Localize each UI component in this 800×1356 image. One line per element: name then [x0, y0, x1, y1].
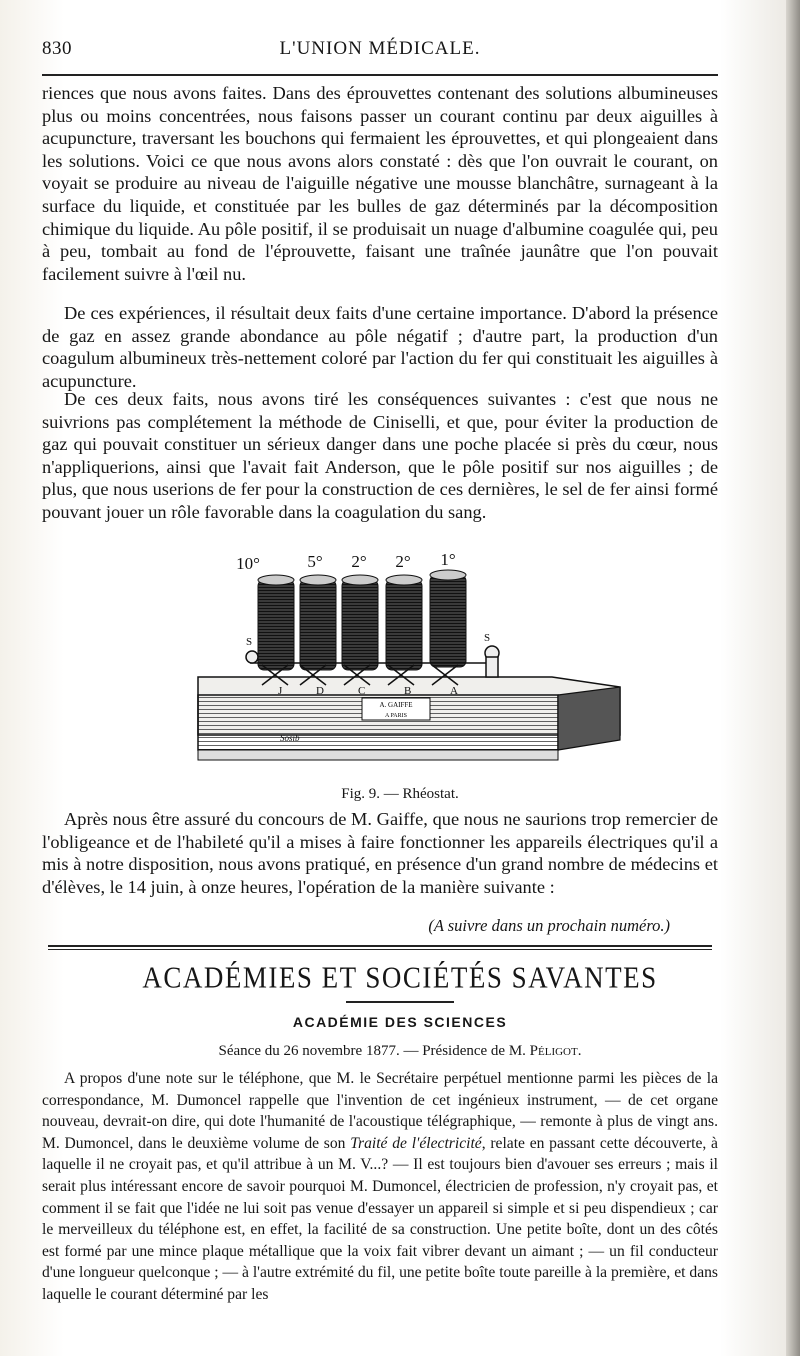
subsection-title: ACADÉMIE DES SCIENCES [292, 1014, 508, 1030]
header-rule [42, 74, 718, 76]
coil-3-cap [342, 575, 378, 585]
body-paragraph-4: Après nous être assuré du concours de M. Gaiffe, que nous ne saurions trop remercier de l'obligeance et de l'habileté qu'il a mises à faire fonctionner les appareils électriques qu'il a mis à notre disposition, nous avons pratiqué, en présence d'un grand nombre de médecins et d'élèves, le 14 juin, à onze heures, l'opération de la manière suivante : [42, 809, 718, 897]
base-side [558, 687, 620, 750]
coil-5-cap [430, 570, 466, 580]
section-title: ACADÉMIES ET SOCIÉTÉS SAVANTES [142, 959, 658, 995]
coil-group [258, 570, 466, 670]
section-short-rule [346, 1001, 454, 1003]
coil-label-2: 5° [307, 552, 323, 571]
section-rule-bottom [48, 949, 712, 950]
page-number: 830 [42, 38, 72, 59]
coil-1 [258, 580, 294, 670]
academy-text-2: , relate en passant cette découverte, à laquelle il ne croyait pas, et qu'il attribue à un M. V...? — Il est toujours bien d'avouer ses erreurs ; mais il serait plus intéressant encore de savoir pourquoi M. Dumoncel, électricien de profession, n'y croyait pas, et comment il se fait que l'idée ne lui soit pas venue d'essayer un appareil si simple et si peu dispendieux ; car le merveilleux du téléphone est, en effet, la facilité de sa construction. Une petite boîte, dont un des côtés est formé par une mince plaque métallique que la voix fait vibrer devant un aimant ; — un fil conducteur d'une longueur quelconque ; — à l'autre extrémité du fil, une petite boîte toute pareille à la première, et dans laquelle le courant déterminé par les [42, 1134, 718, 1303]
coil-4-cap [386, 575, 422, 585]
coil-label-5: 1° [440, 550, 456, 569]
right-post-base [486, 657, 498, 677]
running-title: L'UNION MÉDICALE. [279, 38, 481, 59]
coil-label-3: 2° [351, 552, 367, 571]
session-text: Séance du 26 novembre 1877. — Présidence de M. [218, 1043, 530, 1059]
page-header [42, 36, 718, 64]
terminal-letter-1: J [278, 685, 283, 697]
body-paragraph-1: riences que nous avons faites. Dans des éprouvettes contenant des solutions albumineuses plus ou moins concentrées, nous faisons passer un courant continu par deux aiguilles à acupuncture, traversant les bouchons qui fermaient les éprouvettes, et qui plongeaient dans les solutions. Voici ce que nous avons alors constaté : dès que l'on ouvrait le courant, on voyait se produire au niveau de l'aiguille négative une mousse blanchâtre, surnageant à la surface du liquide, et constituée par les bulles de gaz déterminés par la décomposition chimique du liquide. Au pôle positif, il se produisait un nuage d'albumine coagulée qui, peu à peu, tombait au fond de l'éprouvette, faisant une traînée jaunâtre que l'on pouvait facilement suivre à l'œil nu. [42, 83, 718, 284]
coil-5 [430, 575, 466, 667]
academy-text-1: A propos d'une note sur le téléphone, que M. le Secrétaire perpétuel mentionne parmi les pièces de la correspondance, M. Dumoncel rappelle que l'invention de cet ingénieux instrument, — de cet organe nouveau, devrait-on dire, qui dote l'humanité de l'acoustique télégraphique, — remonte à plus de vingt ans. M. Dumoncel, dans le deuxième volume de son [42, 1070, 718, 1152]
terminal-letter-3: C [358, 685, 366, 697]
session-line [0, 1043, 800, 1060]
terminal-letter-4: B [404, 685, 412, 697]
academy-paragraph [42, 1068, 718, 1306]
body-paragraph-2: De ces expériences, il résultait deux faits d'une certaine importance. D'abord la présence de gaz en assez grande abondance au pôle négatif ; d'autre part, la production d'un coagulum albumineux très-nettement coloré par l'action du fer qui constituait les aiguilles à acupuncture. [42, 303, 718, 391]
coil-label-4: 2° [395, 552, 411, 571]
terminal-letter-2: D [316, 685, 324, 697]
coil-1-cap [258, 575, 294, 585]
coil-4 [386, 580, 422, 670]
coil-3 [342, 580, 378, 670]
president-name: Péligot. [529, 1043, 582, 1059]
book-spine-shadow [786, 0, 800, 1356]
left-post [246, 651, 258, 663]
engraver-signature: Sosib [280, 733, 300, 743]
rheostat-illustration [150, 545, 650, 785]
continued-note: (A suivre dans un prochain numéro.) [428, 916, 670, 935]
right-s-label: S [484, 632, 491, 644]
left-s-label: S [246, 636, 253, 648]
coil-label-1: 10° [236, 554, 260, 573]
section-rule-top [48, 945, 712, 947]
terminal-letter-5: A [450, 685, 458, 697]
plate-line-1: A. GAIFFE [379, 701, 413, 709]
academy-book-title: Traité de l'électricité [350, 1134, 482, 1152]
figure-caption: Fig. 9. — Rhéostat. [341, 786, 459, 802]
rheostat-figure [150, 545, 650, 785]
coil-2-cap [300, 575, 336, 585]
coil-2 [300, 580, 336, 670]
body-paragraph-3: De ces deux faits, nous avons tiré les conséquences suivantes : c'est que nous ne suivrions pas complétement la méthode de Ciniselli, et que, pour éviter la production de gaz qui pouvait constituer un sérieux danger dans une poche placée si près du cœur, nous n'appliquerions, ainsi que l'avait fait Anderson, que le pôle positif sur nos aiguilles ; de plus, que nous userions de fer pour la construction de ces dernières, le sel de fer ainsi formé pouvant jouer un rôle favorable dans la coagulation du sang. [42, 389, 718, 522]
plate-line-2: A PARIS [385, 713, 407, 719]
base-plinth [198, 750, 558, 760]
